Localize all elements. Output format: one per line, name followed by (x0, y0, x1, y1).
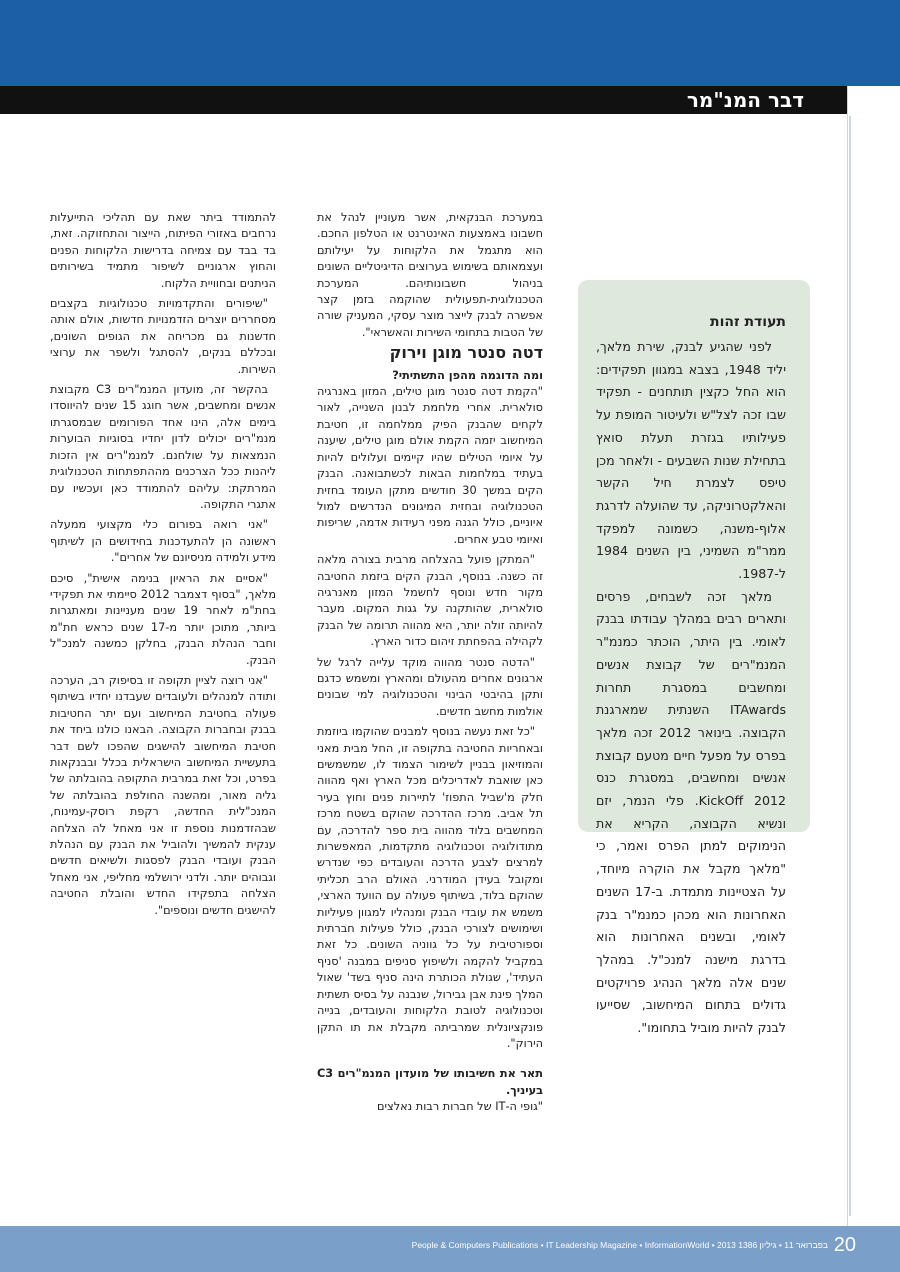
header-band (0, 0, 900, 86)
side-stripe (847, 86, 900, 1226)
paragraph: מלאך זכה לשבחים, פרסים ותארים רבים במהלך עבודתו בבנק לאומי. בין היתר, הוכתר כמנמ"ר המנמ"רים של קבוצת אנשים ומחשבים במסגרת תחרות ITAwards השנתית שמארגנת הקבוצה. בינואר 2012 זכה מלאך בפרס על מפעל חיים מטעם קבוצת אנשים ומחשבים, במסגרת כנס KickOff 2012. פלי הנמר, יזם ונשיא הקבוצה, הקריא את הנימוקים למתן הפרס ואמר, כי "מלאך מקבל את הוקרה מיוחד, על הצטיינות מתמדת. ב-17 השנים האחרונות הוא מכהן כמנמ"ר בנק לאומי, ובשנים האחרונות הוא בדרגת מישנה למנכ"ל. במהלך שנים אלה מלאך הנהיג פרויקטים גדולים בתחום המיחשוב, שסייעו לבנק להיות מוביל בתחומו". (596, 588, 786, 1036)
paragraph: "הקמת דטה סנטר מוגן טילים, המזון באנרגיה סולארית. אחרי מלחמת לבנון השנייה, לאור לקחים שהבנק הפיק ממלחמה זו, חטיבת המיחשוב יזמה הקמת אולם מוגן טילים, שיענה על איומי הטילים שהיו קיימים ועלולים להיות בעתיד במלחמות הבאות לכשתבואנה. הבנק הקים במשך 30 חודשים מתקן העומד בחזית הטכנולוגיה ובחזית המיגונים הנדרשים למול איוניים, כולל הגנה מפני רעידות אדמה, שריפות ואיומי טבע אחרים. (317, 385, 543, 546)
paragraph: "הדטה סנטר מהווה מוקד עלייה לרגל של ארגונים אחרים מהעולם ומהארץ ומשמש כדגם ותקן בהיבטי הבינוי והטכנולוגיה למי שבונים אולמות מחשב חדשים. (317, 655, 543, 718)
paragraph: "כל זאת נעשה בנוסף למבנים שהוקמו ביוזמת ובאחריות החטיבה בתקופה זו, החל מבית מאני והמוזיאון בבניין לשימור הצמוד לו, שמשמשים כאן שואבת לאדריכלים מכל הארץ ואף מהווה חלק מ'שביל התפוז' לתיירות פנים וחוץ בעיר תל אביב. מרכז ההדרכה שהוקם בשטח מרכז המחשבים בלוד מהווה בית ספר להדרכה, עם מתודולוגיה וטכנולוגיה מתקדמות, המאפשרות למרצים לצבע הדרכה והעובדים כפי שנדרש ומקובל בעידן המודרני. האולם הרב תכליתי שהוקם בלוד, בשיתוף פעולה עם הוועד הארצי, משמש את עובדי הבנק ומנהליו למגוון פעיליות ושימושים לצורכי הבנק, כולל פעילות חברתית וספורטיבית על כל גווניה השונים. כל זאת במקביל להקמה ולשיפוץ סניפים במבנה 'סניף העתיד', שגולת הכותרת הינה סניף בשד' שאול המלך פינת אבן גבירול, שנבנה על בסיס תשתית וטכנולוגיה לטובת הלקוחות והעובדים, בנייה פונקציונלית שמרביתה מקבלת את תו התקן הירוק". (317, 725, 543, 1050)
page-title: דבר המנ"מר (686, 88, 804, 112)
page-number: 20 (833, 1234, 856, 1256)
paragraph: "גופי ה-IT של חברות רבות נאלצים (376, 1100, 543, 1114)
paragraph: "אסיים את הראיון בנימה אישית", סיכם מלאך, "בסוף דצמבר 2012 סיימתי את תפקידי בחת"מ לאחר 19 שנים מעניינות ומאתגרות ביותר, מתוכן יותר מ-17 שנים כראש חת"מ וחבר הנהלת הבנק, בחלקן כמשנה למנכ"ל הבנק. (50, 571, 276, 667)
paragraph: "אני רוצה לציין תקופה זו בסיפוק רב, הערכה ותודה למנהלים ולעובדים שעבדנו יחדיו בשיתוף פעולה בחטיבת המיחשוב ועם יתר החטיבות בבנק ובחברות הקבוצה. הבאנו כולנו ביחד את חטיבת המיחשוב להישגים שהפכו לשם דבר בתעשיית המיחשוב הישראלית בכלל ובבנקאות בפרט, וכל זאת במרבית התקופה בהובלתה של גליה מאור, ומהשנה החולפת בהובלתה של המנכ"לית החדשה, רקפת רוסק-עמינוח, שבהזדמנות נוספת זו אני מאחל לה הצלחה ענקית להמשיך ולהוביל את הבנק עם הנהלת הבנק ועובדי הבנק לפסגות ולשיאים חדשים וגבוהים יותר. ולדני ירושלמי מחליפי, אני מאחל הצלחה בתפקידו החדש והובלת החטיבה להישגים חדשים ונוספים". (50, 673, 276, 917)
paragraph: "אני רואה בפורום כלי מקצועי ממעלה ראשונה הן להתעדכנות בחידושים הן לשיתוף מידע ולמידה מניסיונם של אחרים". (50, 518, 276, 565)
paragraph: במערכת הבנקאית, אשר מעוניין לנהל את חשבונו באמצעות האינטרנט או הטלפון החכם. הוא מתגמל את הלקוחות על יעילותם ועצמאותם בשימוש בערוצים הדיגיטליים השונים בניהול חשבונותיהם. המערכת הטכנולוגית-תפעולית שהוקמה בזמן קצר אפשרה לבנק לייצר מוצר עסקי, המעניק שורה של הטבות בתחומי השירות והאשראי". (317, 211, 543, 339)
interview-question: ומה הדוגמה מהפן התשתיתי? (392, 368, 543, 382)
footer-publication-line: People & Computers Publications • IT Leadership Magazine • InformationWorld • 2013 בפברואר 11 • גיליון 1386 (411, 1240, 828, 1250)
identity-box (578, 280, 810, 1036)
paragraph: לפני שהגיע לבנק, שירת מלאך, יליד 1948, בצבא במגוון תפקידים: הוא החל כקצין תותחנים - תפקיד שבו זכה לצל"ש ולעיטור המופת על פעילותיו בגזרת תעלת סואץ בתחילת שנות השבעים - ולאחר מכן טיפס לצמרת חיל הקשר והאלקטרוניקה, עד שהועלה לדרגת אלוף-משנה, כשמונה למפקד ממר"מ השמיני, בין השנים 1984 ל-1987. (596, 339, 787, 582)
identity-box-title: תעודת זהות (710, 314, 786, 330)
section-heading: דטה סנטר מוגן וירוק (389, 343, 543, 363)
paragraph: להתמודד ביתר שאת עם תהליכי התייעלות נרחבים באזורי הפיתוח, הייצור והתחזוקה. זאת, בד בבד עם צמיחה בדרישות הלקוחות הפנים והחוץ ארגוניים לשיפור מתמיד בשירותים הניתנים ובחוויית הלקוח. (50, 211, 276, 290)
identity-box-body (596, 336, 786, 1040)
left-column (50, 210, 276, 923)
footer-band (0, 1226, 900, 1272)
paragraph: בהקשר זה, מועדון המנמ"רים C3 מקבוצת אנשים ומחשבים, אשר חוגג 15 שנים להיווסדו בימים אלה, הינו אחד הפורומים שבמסגרתו מנמ"רים יכולים לדון יחדיו בסוגיות הבוערות הנמצאות על שולחנם. למנמ"רים אין הזכות ליהנות ככל הצרכנים מההתפתחות הטכנולוגית המרתקת: עליהם להתמודד כאן ועכשיו עם אתגרי התקופה. (50, 383, 276, 511)
section-title-bar (0, 86, 848, 114)
paragraph: "שיפורים והתקדמויות טכנולוגיות בקצבים מסחררים יוצרים הזדמנויות חדשות, אולם אותה חדשנות גם מכריחה את הגופים השונים, ובכללם בנקים, להסתגל ולשפר את ערוצי השירות. (50, 297, 276, 376)
middle-column (317, 210, 543, 1120)
interview-question: תאר את חשיבותו של מועדון המנמ"רים C3 בעיניך. (317, 1067, 543, 1097)
paragraph: "המתקן פועל בהצלחה מרבית בצורה מלאה זה כשנה. בנוסף, הבנק הקים ביזמת החטיבה מקור חדש ונוסף לחשמל המזון מאנרגיה סולארית, שהותקנה על גגות המקום. מעבר להיותה זולה יותר, היא מהווה תרומה של הבנק לקהילה בהפחתת זיהום כדור הארץ. (317, 553, 543, 649)
